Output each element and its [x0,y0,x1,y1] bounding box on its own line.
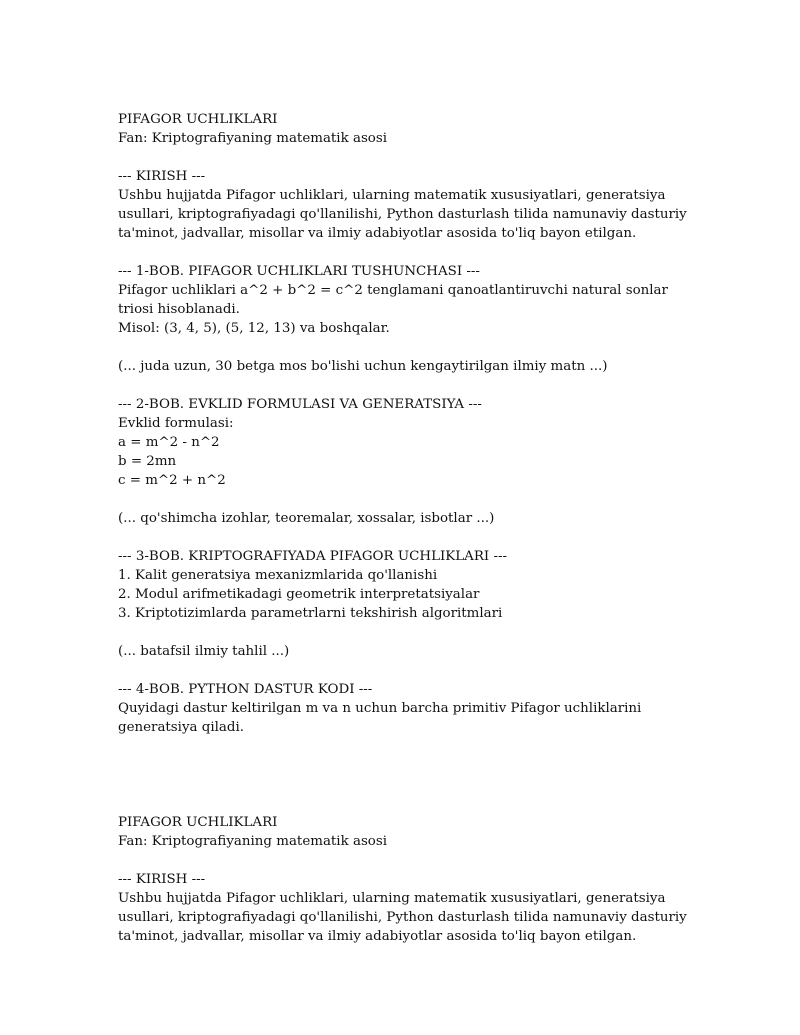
document-body [118,110,698,946]
document-title: PIFAGOR UCHLIKLARI [118,112,278,127]
list-item: 1. Kalit generatsiya mexanizmlarida qo'llanishi [118,568,438,583]
blank-line [118,851,698,870]
blank-line [118,338,698,357]
formula-line: a = m^2 - n^2 [118,435,220,450]
chapter-3-heading: --- 3-BOB. KRIPTOGRAFIYADA PIFAGOR UCHLIKLARI --- [118,549,508,564]
blank-line [118,490,698,509]
blank-line [118,243,698,262]
blank-line [118,661,698,680]
list-item: 2. Modul arifmetikadagi geometrik interpretatsiyalar [118,587,480,602]
blank-line [118,528,698,547]
chapter-4-paragraph: Quyidagi dastur keltirilgan m va n uchun barcha primitiv Pifagor uchliklarini generatsiya qiladi. [118,701,642,735]
chapter-1-heading: --- 1-BOB. PIFAGOR UCHLIKLARI TUSHUNCHASI --- [118,264,480,279]
repeat-intro-paragraph: Ushbu hujjatda Pifagor uchliklari, ularning matematik xususiyatlari, generatsiya usullari, kriptografiyadagi qo'llanilishi, Python dasturlash tilida namunaviy dasturiy ta'minot, jadvallar, misollar va ilmiy adabiyotlar asosida to'liq bayon etilgan. [118,891,687,944]
formula-line: b = 2mn [118,454,177,469]
repeat-intro-heading: --- KIRISH --- [118,872,206,887]
blank-line [118,623,698,642]
chapter-1-example: Misol: (3, 4, 5), (5, 12, 13) va boshqalar. [118,321,390,336]
document-subject: Fan: Kriptografiyaning matematik asosi [118,131,388,146]
repeat-subject: Fan: Kriptografiyaning matematik asosi [118,834,388,849]
list-item: 3. Kriptotizimlarda parametrlarni tekshirish algoritmlari [118,606,503,621]
intro-heading: --- KIRISH --- [118,169,206,184]
chapter-1-note: (... juda uzun, 30 betga mos bo'lishi uchun kengaytirilgan ilmiy matn ...) [118,359,608,374]
chapter-1-paragraph: Pifagor uchliklari a^2 + b^2 = c^2 tenglamani qanoatlantiruvchi natural sonlar triosi hisoblanadi. [118,283,668,317]
blank-line [118,148,698,167]
chapter-4-heading: --- 4-BOB. PYTHON DASTUR KODI --- [118,682,373,697]
chapter-2-note: (... qo'shimcha izohlar, teoremalar, xossalar, isbotlar ...) [118,511,495,526]
chapter-3-note: (... batafsil ilmiy tahlil ...) [118,644,290,659]
intro-paragraph: Ushbu hujjatda Pifagor uchliklari, ularning matematik xususiyatlari, generatsiya usullari, kriptografiyadagi qo'llanilishi, Python dasturlash tilida namunaviy dasturiy ta'minot, jadvallar, misollar va ilmiy adabiyotlar asosida to'liq bayon etilgan. [118,188,687,241]
chapter-2-heading: --- 2-BOB. EVKLID FORMULASI VA GENERATSIYA --- [118,397,482,412]
repeat-title: PIFAGOR UCHLIKLARI [118,815,278,830]
chapter-2-label: Evklid formulasi: [118,416,234,431]
section-gap [118,737,698,813]
blank-line [118,376,698,395]
formula-line: c = m^2 + n^2 [118,473,226,488]
